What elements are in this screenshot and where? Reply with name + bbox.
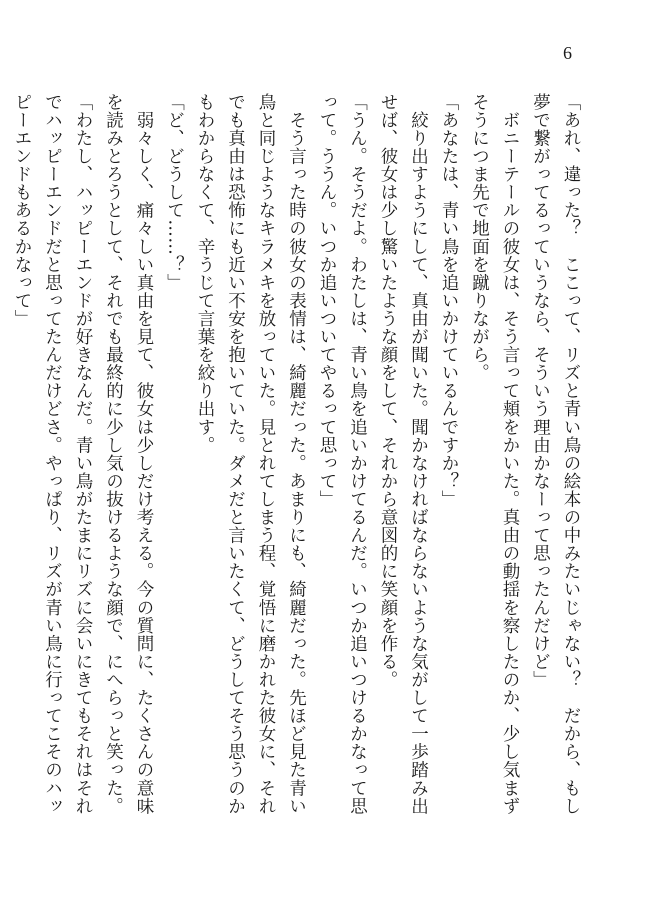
- paragraph: 「わたし、ハッピーエンドが好きなんだ。青い鳥がたまにリズに会いにきてもそれはそれでハッピーエンドだと思ってたんだけどさ。やっぱり、リズが青い鳥に行ってこそのハッピーエンドもあるかなって」: [12, 93, 93, 815]
- page-number: 6: [563, 43, 572, 63]
- paragraph: 「うん。そうだよ。わたしは、青い鳥を追いかけてるんだ。いつか追いつけるかなって思って。ううん。いつか追いついてやるって思って」: [317, 93, 368, 815]
- paragraph: 「あなたは、青い鳥を追いかけているんですか？」: [439, 93, 459, 509]
- paragraph: 絞り出すようにして、真由が聞いた。聞かなければならないような気がして一歩踏み出せば、彼女は少し驚いたような顔をして、それから意図的に笑顔を作る。: [378, 93, 429, 815]
- paragraph: 「ど、どうして……？」: [164, 93, 185, 292]
- paragraph: ボニーテールの彼女は、そう言って頬をかいた。真由の動揺を察したのか、少し気まずそうにつま先で地面を蹴りながら。: [469, 93, 520, 815]
- body-text: [12, 93, 586, 833]
- paragraph: そう言った時の彼女の表情は、綺麗だった。あまりにも、綺麗だった。先ほど見た青い鳥と同じようなキラメキを放っていた。見とれてしまう程、覚悟に磨かれた彼女に、それでも真由は恐怖にも近い不安を抱いていた。ダメだと言いたくて、どうしてそう思うのかもわからなくて、辛うじて言葉を絞り出す。: [195, 93, 307, 815]
- paragraph: 「あれ、違った？ ここって、リズと青い鳥の絵本の中みたいじゃない？ だから、もし夢で繋がってるっていうなら、そういう理由かなーって思ったんだけど」: [530, 93, 581, 815]
- paragraph: 弱々しく、痛々しい真由を見て、彼女は少しだけ考える。今の質問に、たくさんの意味を読みとろうとして、それでも最終的に少し気の抜けるような顔で、にへらっと笑った。: [103, 93, 154, 815]
